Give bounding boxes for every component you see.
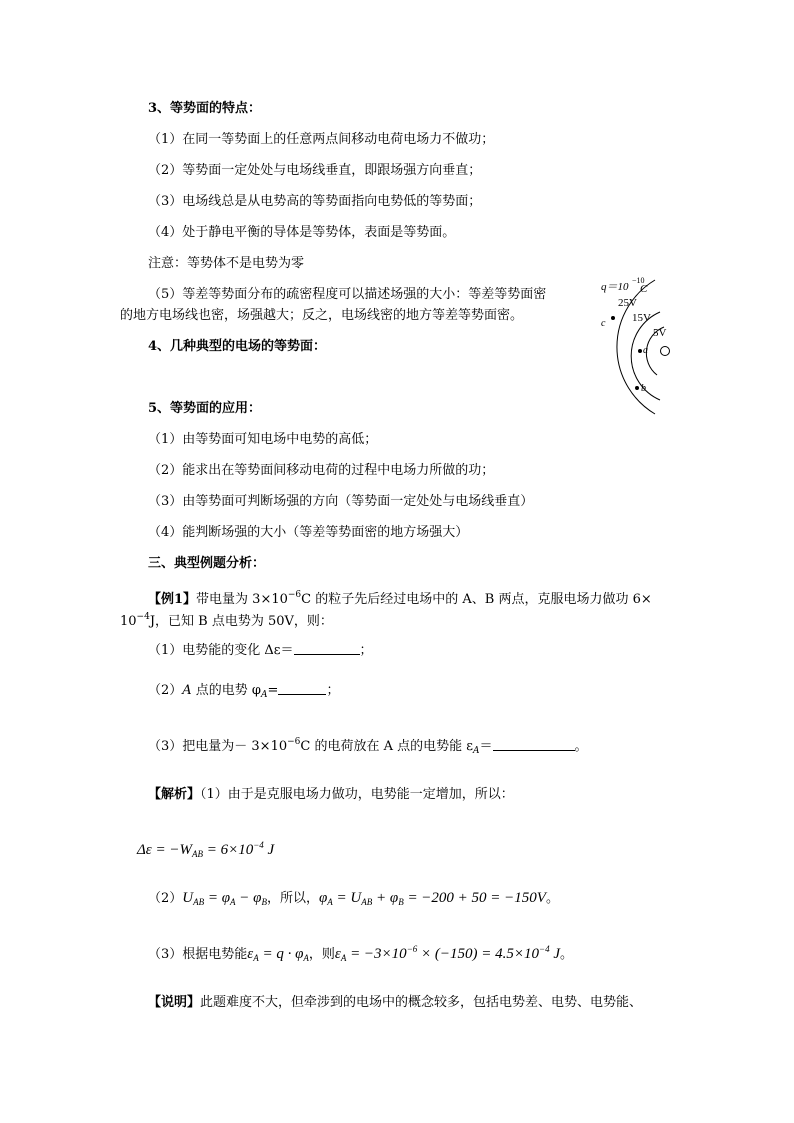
- point-a-dot: [638, 349, 642, 353]
- example-1-line-2: $10^{-4}J$，已知 B 点电势为 50V，则：: [120, 612, 333, 629]
- solution-line-1: 【解析】（1）由于是克服电场力做功，电势能一定增加，所以：: [148, 787, 514, 802]
- equipotential-figure: [585, 272, 690, 422]
- section-examples-title: 三、典型例题分析：: [148, 556, 266, 571]
- label-25v: 25V: [618, 297, 637, 309]
- label-5v: 5V: [653, 327, 667, 339]
- charge-label: q＝10: [601, 281, 629, 293]
- s3-item-4: （4）处于静电平衡的导体是等势体，表面是等势面。: [148, 225, 456, 240]
- charge-exponent: −10: [632, 276, 645, 285]
- point-c-label: c: [601, 318, 606, 329]
- solution-line-2: $(2)U_{AB} = \varphi_A - \varphi_B$，所以，$\varphi_A = U_{AB} + \varphi_B = -200 + 50 = -150V$。: [148, 890, 559, 907]
- s3-item-2: （2）等势面一定处处与电场线垂直，即跟场强方向垂直；: [148, 163, 482, 178]
- example-1-line-1: 【例1】带电量为 $3\times 10^{-6}C$ 的粒子先后经过电场中的 A、B 两点，克服电场力做功 6×: [148, 590, 652, 607]
- point-a-label: a: [643, 345, 648, 356]
- solution-equation-1: $\Delta\varepsilon = -W_{AB} = 6\times 10^{-4}$ J: [137, 840, 275, 859]
- solution-tag: 【解析】: [148, 787, 201, 802]
- s5-item-1: （1）由等势面可知电场中电势的高低；: [148, 432, 378, 447]
- example-question-1: （1）电势能的变化 Δε＝ ；: [148, 643, 373, 658]
- point-c-dot: [611, 316, 615, 320]
- solution-line-3: （3）根据电势能$\varepsilon_A = q \cdot \varphi_A$，则$\varepsilon_A = -3\times 10^{-6} \times (-150) = 4.5\times 10^{-4}$ J。: [148, 944, 574, 963]
- section-4-title: 4、几种典型的电场的等势面：: [148, 339, 327, 354]
- s5-item-3: （3）由等势面可判断场强的方向（等势面一定处处与电场线垂直）: [148, 494, 534, 509]
- answer-blank-2: [278, 681, 326, 695]
- example-question-2: （2）A 点的电势 $\varphi_A=$ ；: [148, 683, 340, 700]
- answer-blank-3: [493, 737, 575, 751]
- charge-unit: C: [640, 283, 648, 295]
- s3-note: 注意：等势体不是电势为零: [148, 256, 305, 271]
- point-charge: [661, 347, 670, 356]
- point-b-label: b: [641, 383, 646, 394]
- s3-item-5-line-1: （5）等差等势面分布的疏密程度可以描述场强的大小：等差等势面密: [148, 287, 547, 302]
- s3-item-3: （3）电场线总是从电势高的等势面指向电势低的等势面；: [148, 194, 482, 209]
- answer-blank-1: [294, 641, 360, 655]
- s3-item-5-line-2: 的地方电场线也密，场强越大；反之，电场线密的地方等差等势面密。: [120, 308, 524, 323]
- s3-item-1: （1）在同一等势面上的任意两点间移动电荷电场力不做功；: [148, 132, 495, 147]
- example-question-3: （3）把电量为－ $3\times 10^{-6}C$ 的电荷放在 A 点的电势能 $\varepsilon_A=$ 。: [148, 737, 588, 756]
- section-3-title: 3、等势面的特点：: [148, 101, 262, 116]
- section-5-title: 5、等势面的应用：: [148, 401, 262, 416]
- s5-item-2: （2）能求出在等势面间移动电荷的过程中电场力所做的功；: [148, 463, 495, 478]
- explanation-tag: 【说明】: [148, 995, 201, 1010]
- label-15v: 15V: [632, 312, 651, 324]
- explanation-line: 【说明】此题难度不大，但牵涉到的电场中的概念较多，包括电势差、电势、电势能、: [148, 995, 643, 1010]
- s5-item-4: （4）能判断场强的大小（等差等势面密的地方场强大）: [148, 525, 469, 540]
- example-tag: 【例1】: [148, 592, 197, 607]
- point-b-dot: [635, 386, 639, 390]
